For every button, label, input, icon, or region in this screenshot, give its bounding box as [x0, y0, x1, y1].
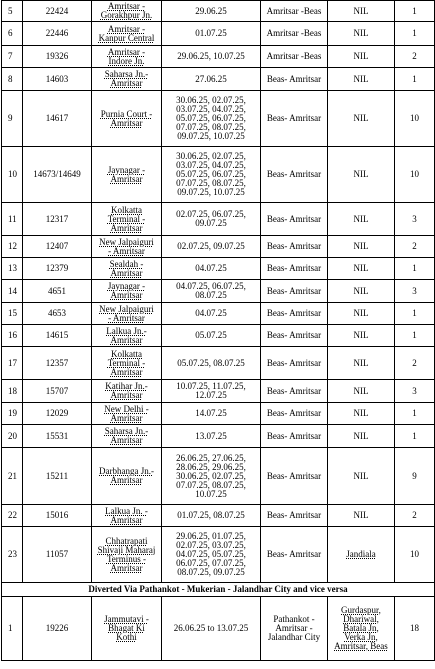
via-stations-line: NIL: [353, 408, 369, 418]
via-stations: [328, 403, 395, 425]
affected-dates: [162, 68, 261, 91]
via-stations: [328, 46, 395, 68]
affected-dates: [162, 22, 261, 46]
serial-number: 20: [2, 425, 23, 448]
affected-dates-line: 06.07.25, 07.07.25,: [176, 558, 246, 568]
section: [261, 258, 328, 280]
train-number: 14673/14649: [23, 147, 92, 203]
table-row: [2, 91, 435, 147]
via-stations-line: NIL: [353, 241, 369, 251]
affected-dates-line: 29.06.25: [195, 5, 227, 16]
section-line: Beas- Amritsar: [266, 549, 322, 559]
train-name: [92, 325, 162, 347]
train-name-line: Jaynagar -: [107, 164, 146, 175]
train-name-line: Amritsar -: [107, 46, 146, 57]
affected-dates-line: 10.07.25, 11.07.25,: [176, 381, 246, 391]
train-name-line: Shivaji Maharaj: [97, 544, 156, 555]
affected-dates-line: 04.07.25, 06.07.25,: [176, 281, 246, 291]
serial-number: 6: [2, 22, 23, 46]
affected-dates-line: 26.06.25, 27.06.25,: [176, 452, 246, 463]
affected-dates: [162, 425, 261, 448]
train-name-line: Amritsar: [110, 334, 143, 345]
serial-number: 18: [2, 380, 23, 403]
affected-dates-line: 02.07.25, 03.07.25,: [176, 540, 246, 550]
table-row: [2, 527, 435, 583]
affected-dates-line: 27.06.25: [195, 73, 227, 84]
via-stations-line: NIL: [353, 213, 369, 224]
train-name-line: Amritsar -: [107, 23, 146, 34]
affected-dates: [162, 258, 261, 280]
affected-dates-line: 02.07.25, 06.07.25,: [176, 209, 246, 219]
section: [261, 1, 328, 22]
train-count: 10: [395, 527, 435, 583]
train-name-line: Jammutavi -: [104, 614, 149, 624]
section: [261, 91, 328, 147]
via-stations: [328, 505, 395, 527]
train-number: 14603: [23, 68, 92, 91]
via-stations-line: NIL: [353, 470, 369, 481]
train-number: 12379: [23, 258, 92, 280]
affected-dates-line: 09.07.25: [195, 218, 227, 228]
train-count: 2: [395, 505, 435, 527]
train-name-line: Terminus -: [106, 553, 147, 564]
train-count: 2: [395, 347, 435, 380]
affected-dates: [162, 448, 261, 505]
section-header: Diverted Via Pathankot - Mukerian - Jalandhar City and vice versa: [2, 583, 435, 597]
train-count: 1: [395, 325, 435, 347]
train-number: 12407: [23, 236, 92, 258]
affected-dates: [162, 203, 261, 236]
train-name-line: Amritsar: [110, 435, 143, 445]
section-header-row: [2, 583, 435, 597]
train-name: [92, 1, 162, 22]
serial-number: 22: [2, 505, 23, 527]
table-row: [2, 347, 435, 380]
train-count: 1: [395, 22, 435, 46]
via-stations-line: Dhariwal,: [343, 614, 379, 624]
train-name: [92, 46, 162, 68]
affected-dates-line: 30.06.25, 02.07.25,: [176, 470, 246, 481]
table-row: [2, 22, 435, 46]
section: [261, 46, 328, 68]
via-stations: [328, 527, 395, 583]
section: [261, 527, 328, 583]
via-stations-line: NIL: [353, 430, 369, 441]
train-number: 12357: [23, 347, 92, 380]
table-row: [2, 68, 435, 91]
train-number: 12029: [23, 403, 92, 425]
train-name-line: - Amritsar: [108, 312, 145, 323]
section-line: Pathankot -: [273, 614, 315, 624]
section-line: Beas- Amritsar: [266, 357, 322, 368]
section: [261, 303, 328, 325]
affected-dates-line: 07.07.25, 08.07.25,: [176, 122, 246, 132]
train-number: 15707: [23, 380, 92, 403]
via-stations: [328, 147, 395, 203]
train-name-line: Amritsar: [110, 222, 143, 233]
affected-dates: [162, 597, 261, 661]
affected-dates-line: 30.06.25, 02.07.25,: [176, 151, 246, 161]
section: [261, 347, 328, 380]
via-stations-line: NIL: [353, 5, 369, 16]
via-stations: [328, 425, 395, 448]
affected-dates: [162, 236, 261, 258]
train-number: 4653: [23, 303, 92, 325]
train-name: [92, 347, 162, 380]
train-name-line: New Jalpaiguri: [99, 236, 154, 247]
train-number: 14617: [23, 91, 92, 147]
table-row: [2, 46, 435, 68]
via-stations-line: NIL: [353, 357, 369, 368]
train-name-line: Kolkatta: [111, 204, 142, 215]
via-stations-line: Amritsar, Beas: [334, 641, 388, 651]
via-stations: [328, 303, 395, 325]
serial-number: 23: [2, 527, 23, 583]
section: [261, 203, 328, 236]
train-name-line: Amritsar: [110, 267, 143, 278]
train-count: 1: [395, 68, 435, 91]
train-name-line: Lalkua Jn.-: [106, 325, 147, 336]
affected-dates: [162, 347, 261, 380]
train-name: [92, 448, 162, 505]
affected-dates-line: 12.07.25: [195, 390, 227, 400]
train-name-line: Jaynagar -: [107, 281, 146, 291]
train-name-line: Kothi: [116, 632, 137, 642]
via-stations-line: Jandiala: [346, 549, 376, 559]
affected-dates-line: 02.07.25, 09.07.25: [177, 241, 245, 251]
train-name-line: New Delhi -: [104, 403, 149, 414]
section-line: Beas- Amritsar: [266, 408, 322, 418]
via-stations-line: NIL: [353, 73, 369, 84]
train-name-line: Amritsar: [110, 514, 143, 525]
affected-dates: [162, 527, 261, 583]
train-name-line: Amritsar: [110, 290, 143, 300]
via-stations: [328, 22, 395, 46]
train-name: [92, 597, 162, 661]
section: [261, 448, 328, 505]
via-stations: [328, 91, 395, 147]
section-line: Jalandhar City: [267, 632, 321, 642]
train-count: 2: [395, 46, 435, 68]
train-name: [92, 303, 162, 325]
via-stations: [328, 380, 395, 403]
affected-dates: [162, 1, 261, 22]
section: [261, 425, 328, 448]
via-stations-line: Verka Jn,: [344, 632, 378, 642]
affected-dates-line: 08.07.25: [195, 290, 227, 300]
train-name-line: Amritsar: [110, 366, 143, 377]
train-number: 14615: [23, 325, 92, 347]
via-stations-line: Gurdaspur,: [341, 605, 381, 615]
serial-number: 14: [2, 280, 23, 303]
section-line: Amritsar -: [275, 623, 313, 633]
serial-number: 9: [2, 91, 23, 147]
via-stations-line: NIL: [353, 28, 369, 38]
affected-dates: [162, 147, 261, 203]
affected-dates-line: 29.06.25, 01.07.25,: [176, 531, 246, 541]
section-line: Beas- Amritsar: [266, 213, 322, 224]
train-count: 3: [395, 280, 435, 303]
serial-number: 5: [2, 1, 23, 22]
section-line: Beas- Amritsar: [266, 430, 322, 441]
train-count: 9: [395, 448, 435, 505]
train-name: [92, 425, 162, 448]
via-stations-line: NIL: [353, 330, 369, 340]
section-line: Beas- Amritsar: [266, 308, 322, 318]
section-line: Amritsar -Beas: [266, 51, 322, 61]
serial-number: 16: [2, 325, 23, 347]
section-line: Beas- Amritsar: [266, 73, 322, 84]
train-name: [92, 403, 162, 425]
section: [261, 147, 328, 203]
affected-dates-line: 08.07.25, 09.07.25: [177, 567, 245, 577]
section-line: Beas- Amritsar: [266, 285, 322, 296]
section: [261, 22, 328, 46]
table-row: [2, 448, 435, 505]
affected-dates-line: 10.07.25: [195, 488, 227, 499]
train-name-line: Terminal -: [107, 213, 146, 224]
train-name-line: Sealdah -: [109, 258, 144, 269]
section-line: Beas- Amritsar: [266, 241, 322, 251]
affected-dates-line: 01.07.25: [195, 28, 227, 38]
train-name-line: Amritsar -: [107, 1, 146, 11]
affected-dates: [162, 325, 261, 347]
train-name: [92, 147, 162, 203]
train-count: 1: [395, 303, 435, 325]
section-line: Beas- Amritsar: [266, 113, 322, 123]
serial-number: 21: [2, 448, 23, 505]
affected-dates-line: 09.07.25, 10.07.25: [177, 131, 245, 141]
train-name-line: Kolkatta: [111, 348, 142, 359]
affected-dates-line: 01.07.25, 08.07.25: [177, 510, 245, 520]
affected-dates: [162, 46, 261, 68]
via-stations-line: Batala Jn,: [343, 623, 379, 633]
train-name: [92, 380, 162, 403]
section-line: Beas- Amritsar: [266, 263, 322, 273]
affected-dates-line: 03.07.25, 04.07.25,: [176, 160, 246, 170]
via-stations: [328, 258, 395, 280]
affected-dates-line: 04.07.25, 05.07.25,: [176, 549, 246, 559]
affected-dates-line: 26.06.25 to 13.07.25: [173, 623, 249, 633]
train-number: 19326: [23, 46, 92, 68]
serial-number: 1: [2, 597, 23, 661]
affected-dates-line: 07.07.25, 08.07.25,: [176, 479, 246, 490]
via-stations-line: NIL: [353, 308, 369, 318]
section-line: Beas- Amritsar: [266, 510, 322, 520]
affected-dates-line: 14.07.25: [195, 408, 227, 418]
affected-dates-line: 09.07.25, 10.07.25: [177, 187, 245, 197]
serial-number: 11: [2, 203, 23, 236]
train-name: [92, 22, 162, 46]
via-stations-line: NIL: [353, 113, 369, 123]
affected-dates-line: 05.07.25: [195, 330, 227, 340]
serial-number: 15: [2, 303, 23, 325]
table-row: [2, 1, 435, 22]
via-stations: [328, 68, 395, 91]
train-name: [92, 91, 162, 147]
table-row: [2, 597, 435, 661]
via-stations: [328, 325, 395, 347]
table-row: [2, 425, 435, 448]
train-number: 11057: [23, 527, 92, 583]
table-row: [2, 325, 435, 347]
table-row: [2, 236, 435, 258]
serial-number: 10: [2, 147, 23, 203]
train-name-line: Kanpur Central: [98, 32, 155, 43]
train-name-line: Lalkua Jn. -: [105, 505, 148, 516]
affected-dates-line: 04.07.25: [195, 263, 227, 273]
affected-dates: [162, 403, 261, 425]
section-line: Beas- Amritsar: [266, 330, 322, 340]
serial-number: 7: [2, 46, 23, 68]
via-stations: [328, 448, 395, 505]
affected-dates-line: 07.07.25, 08.07.25,: [176, 178, 246, 188]
section: [261, 325, 328, 347]
affected-dates: [162, 280, 261, 303]
via-stations: [328, 203, 395, 236]
section: [261, 505, 328, 527]
train-count: 1: [395, 258, 435, 280]
train-name-line: New Jalpaiguri: [99, 303, 154, 314]
train-count: 10: [395, 91, 435, 147]
train-name-line: - Amritsar: [108, 245, 145, 256]
train-name-line: Amritsar: [110, 78, 143, 88]
affected-dates-line: 05.07.25, 08.07.25: [177, 357, 245, 368]
table-row: [2, 258, 435, 280]
affected-dates-line: 05.07.25, 06.07.25,: [176, 113, 246, 123]
serial-number: 17: [2, 347, 23, 380]
serial-number: 12: [2, 236, 23, 258]
train-count: 1: [395, 403, 435, 425]
section: [261, 380, 328, 403]
train-name-line: Purnia Court -: [100, 108, 153, 119]
train-count: 3: [395, 380, 435, 403]
table-row: [2, 280, 435, 303]
table-row: [2, 505, 435, 527]
train-count: 1: [395, 425, 435, 448]
via-stations-line: NIL: [353, 385, 369, 396]
affected-dates: [162, 505, 261, 527]
train-count: 18: [395, 597, 435, 661]
train-count: 10: [395, 147, 435, 203]
train-name-line: Saharsa Jn.-: [104, 69, 149, 79]
train-name-line: Amritsar: [110, 390, 143, 400]
via-stations-line: NIL: [353, 263, 369, 273]
train-name-line: Indore Jn.: [108, 55, 145, 66]
train-name: [92, 203, 162, 236]
affected-dates-line: 13.07.25: [195, 430, 227, 441]
train-name-line: Amritsar: [110, 117, 143, 128]
train-name: [92, 280, 162, 303]
section: [261, 236, 328, 258]
table-row: [2, 203, 435, 236]
section-line: Beas- Amritsar: [266, 470, 322, 481]
section-line: Beas- Amritsar: [266, 169, 322, 179]
via-stations-line: NIL: [353, 510, 369, 520]
via-stations: [328, 597, 395, 661]
train-number: 19226: [23, 597, 92, 661]
table-row: [2, 380, 435, 403]
train-name: [92, 505, 162, 527]
affected-dates-line: 30.06.25, 02.07.25,: [176, 95, 246, 105]
via-stations: [328, 280, 395, 303]
section: [261, 280, 328, 303]
train-name: [92, 68, 162, 91]
train-name-line: Gorakhpur Jn.: [100, 10, 153, 20]
train-name-line: Katihar Jn.-: [105, 381, 148, 391]
via-stations-line: NIL: [353, 285, 369, 296]
train-count: 2: [395, 236, 435, 258]
table-row: [2, 147, 435, 203]
train-number: 15531: [23, 425, 92, 448]
affected-dates: [162, 303, 261, 325]
train-number: 22446: [23, 22, 92, 46]
section: [261, 403, 328, 425]
affected-dates: [162, 380, 261, 403]
train-number: 22424: [23, 1, 92, 22]
affected-dates-line: 28.06.25, 29.06.25,: [176, 461, 246, 472]
train-name-line: Amritsar: [110, 562, 143, 573]
via-stations-line: NIL: [353, 51, 369, 61]
affected-dates-line: 29.06.25, 10.07.25: [177, 51, 245, 61]
train-number: 4651: [23, 280, 92, 303]
via-stations: [328, 347, 395, 380]
diversion-table: [1, 0, 435, 661]
affected-dates: [162, 91, 261, 147]
train-name-line: Terminal -: [107, 357, 146, 368]
affected-dates-line: 05.07.25, 06.07.25,: [176, 169, 246, 179]
train-name-line: Amritsar: [110, 475, 143, 485]
train-number: 15211: [23, 448, 92, 505]
train-name-line: Darbhanga Jn.-: [99, 466, 154, 476]
section-line: Amritsar -Beas: [266, 28, 322, 38]
section: [261, 68, 328, 91]
section-line: Beas- Amritsar: [266, 385, 322, 396]
section-line: Amritsar -Beas: [266, 5, 322, 16]
table-row: [2, 403, 435, 425]
train-count: 3: [395, 203, 435, 236]
section: [261, 597, 328, 661]
train-name: [92, 236, 162, 258]
train-name-line: Amritsar: [110, 412, 143, 423]
via-stations: [328, 1, 395, 22]
train-count: 1: [395, 1, 435, 22]
train-name-line: Saharsa Jn.-: [104, 426, 149, 436]
table-row: [2, 303, 435, 325]
train-name-line: Bhagat Ki: [108, 623, 145, 633]
serial-number: 13: [2, 258, 23, 280]
train-number: 12317: [23, 203, 92, 236]
via-stations-line: NIL: [353, 169, 369, 179]
affected-dates-line: 03.07.25, 04.07.25,: [176, 104, 246, 114]
train-number: 15016: [23, 505, 92, 527]
serial-number: 19: [2, 403, 23, 425]
train-name: [92, 258, 162, 280]
train-name-line: Amritsar: [110, 173, 143, 184]
affected-dates-line: 04.07.25: [195, 308, 227, 318]
serial-number: 8: [2, 68, 23, 91]
train-name: [92, 527, 162, 583]
via-stations: [328, 236, 395, 258]
train-name-line: Chhatrapati: [105, 535, 148, 546]
